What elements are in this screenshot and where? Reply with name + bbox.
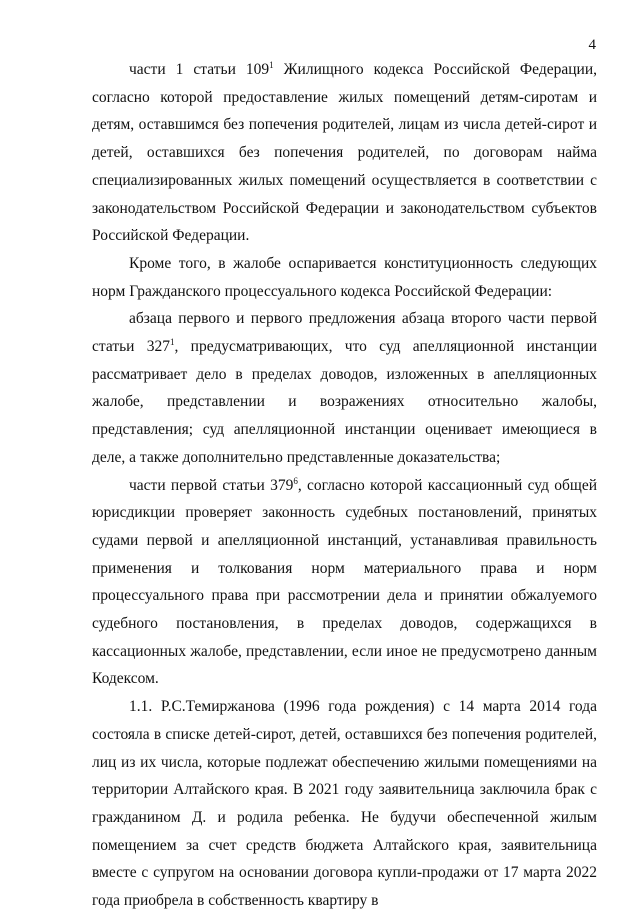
document-body: [92, 56, 597, 915]
paragraph-section-1-1: [92, 693, 597, 915]
paragraph-article-379-6: [92, 472, 597, 694]
superscript-index: 1: [269, 60, 274, 70]
paragraph-text: абзаца первого и первого предложения абзаца второго части первой статьи 327: [92, 310, 597, 356]
paragraph-contested-norms-intro: [92, 250, 597, 305]
paragraph-article-327-1: [92, 305, 597, 471]
page-number: 4: [588, 37, 596, 53]
superscript-index: 6: [293, 475, 298, 486]
paragraph-text: части первой статьи 379: [129, 476, 294, 494]
superscript-index: 1: [170, 337, 175, 348]
paragraph-text: части 1 статьи 109: [129, 61, 270, 78]
paragraph-text: 1.1. Р.С.Темиржанова (1996 года рождения) с 14 марта 2014 года состояла в списке детей-сирот, детей, оставшихся без попечения родителей, лиц из их числа, которые подлежат обеспечению жилыми помещениями на территории Алтайского края. В 2021 году заявительница заключила брак с гражданином Д. и родила ребенка. Не будучи обеспеченной жилым помещением за счет средств бюджета Алтайского края, заявительница вместе с супругом на основании договора купли-продажи от 17 марта 2022 года приобрела в собственность квартиру в: [92, 698, 597, 910]
paragraph-text: Жилищного кодекса Российской Федерации, согласно которой предоставление жилых помещений детям-сиротам и детям, оставшимся без попечения родителей, лицам из числа детей-сирот и детей, оставшихся без попечения родителей, по договорам найма специализированных жилых помещений осуществляется в соответствии с законодательством Российской Федерации и законодательством субъектов Российской Федерации.: [92, 61, 597, 245]
paragraph-text: , предусматривающих, что суд апелляционной инстанции рассматривает дело в пределах доводов, изложенных в апелляционных жалобе, представлении и возражениях относительно жалобы, представления; суд апелляционной инстанции оценивает имеющиеся в деле, а также дополнительно представленные доказательства;: [92, 338, 597, 466]
paragraph-housing-code-reference: [92, 56, 597, 250]
paragraph-text: , согласно которой кассационный суд общей юрисдикции проверяет законность судебных постановлений, принятых судами первой и апелляционной инстанций, устанавливая правильность применения и толкования норм материального права и норм процессуального права при рассмотрении дела и принятии обжалуемого судебного постановления, в пределах доводов, содержащихся в кассационных жалобе, представлении, если иное не предусмотрено данным Кодексом.: [92, 476, 597, 688]
paragraph-text: Кроме того, в жалобе оспаривается конституционность следующих норм Гражданского процессуального кодекса Российской Федерации:: [92, 254, 597, 300]
